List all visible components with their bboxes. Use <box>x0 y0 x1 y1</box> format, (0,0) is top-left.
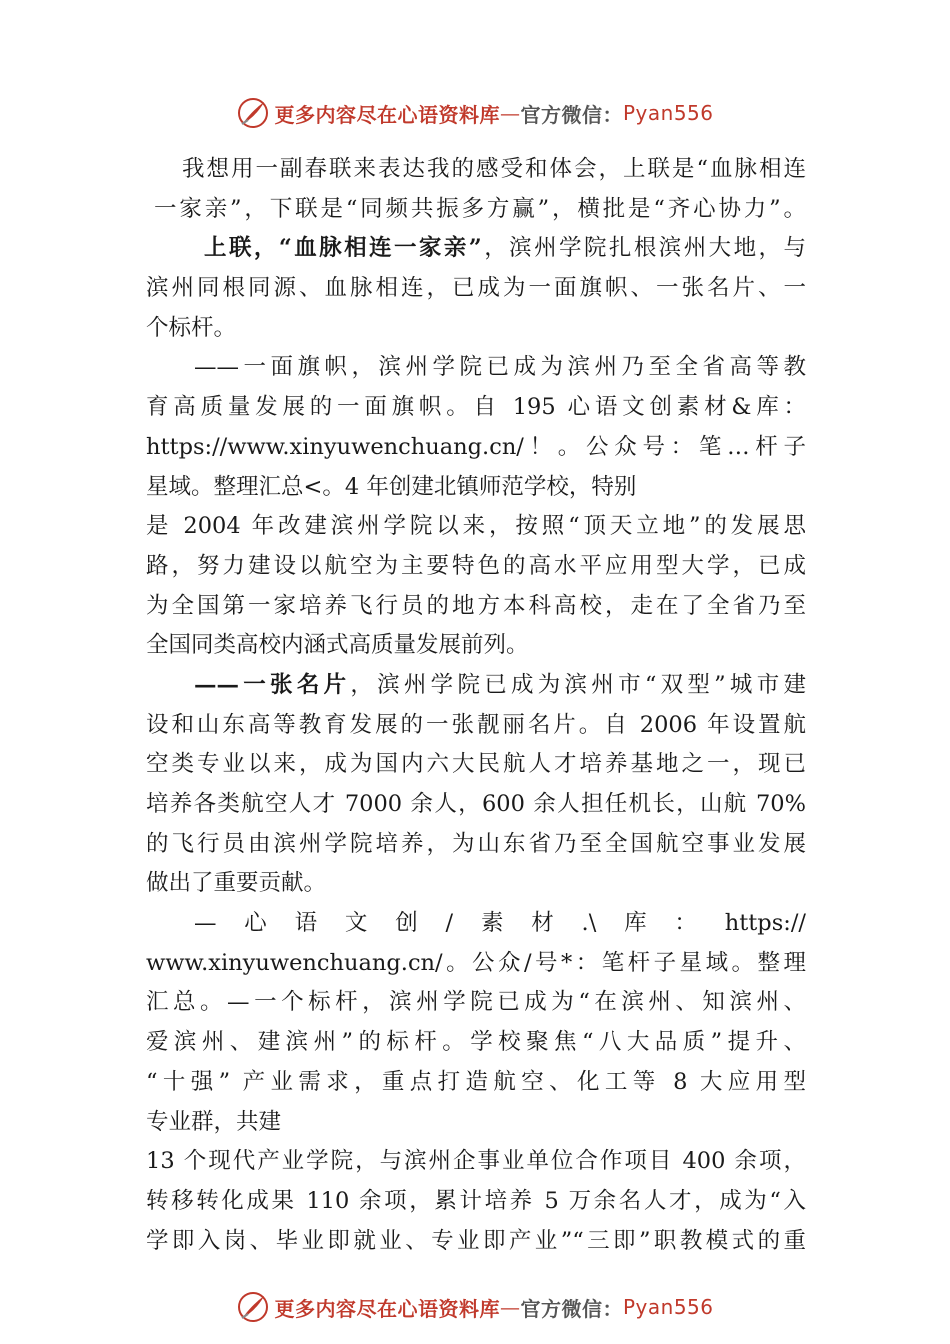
line-text: 我想用一副春联来表达我的感受和体会，上联是“血脉相连 <box>182 156 806 182</box>
line-text: 空类专业以来，成为国内六大民航人才培养基地之一，现已 <box>146 751 806 778</box>
bold-heading: ——一张名片 <box>194 671 351 698</box>
footer-banner <box>0 1290 950 1324</box>
text-line <box>146 983 806 1023</box>
text-line <box>146 785 806 825</box>
text-line <box>146 1142 806 1182</box>
line-text: 路，努力建设以航空为主要特色的高水平应用型大学，已成 <box>146 552 806 579</box>
line-text: —心语文创/素材.\库：https:// <box>194 910 806 937</box>
line-text: 做出了重要贡献。 <box>146 870 327 897</box>
text-line <box>146 904 806 944</box>
line-text: 爱滨州、建滨州”的标杆。学校聚焦“八大品质”提升、 <box>146 1029 806 1056</box>
text-line <box>146 1063 806 1103</box>
line-text: ——一面旗帜，滨州学院已成为滨州乃至全省高等教 <box>194 354 806 381</box>
text-line <box>146 706 806 746</box>
bold-heading: 上联，“血脉相连一家亲” <box>204 235 482 262</box>
banner-title: 更多内容尽在心语资料库 <box>274 1296 500 1321</box>
line-text: 转移转化成果 110 余项，累计培养 5 万余名人才，成为“入 <box>146 1187 806 1214</box>
line-text: 个标杆。 <box>146 314 237 341</box>
text-line <box>146 1023 806 1063</box>
line-text: 设和山东高等教育发展的一张靓丽名片。自 2006 年设置航 <box>146 711 806 738</box>
text-line <box>146 507 806 547</box>
text-line <box>146 229 806 269</box>
banner-dash: — <box>499 101 521 125</box>
line-text: 星域。整理汇总<。4 年创建北镇师范学校，特别 <box>146 473 637 500</box>
text-line <box>146 944 806 984</box>
text-line <box>146 1182 806 1222</box>
line-text: 培养各类航空人才 7000 余人，600 余人担任机长，山航 70% <box>146 791 806 817</box>
line-text: 为全国第一家培养飞行员的地方本科高校，走在了全省乃至 <box>146 592 806 619</box>
document-body <box>146 150 806 1261</box>
line-text: 一家亲”，下联是“同频共振多方赢”，横批是“齐心协力”。 <box>154 195 806 222</box>
text-line <box>146 428 806 468</box>
text-line <box>146 825 806 865</box>
quill-pen-logo-icon <box>236 96 270 130</box>
text-line <box>146 547 806 587</box>
text-line <box>146 348 806 388</box>
line-text: 滨州同根同源、血脉相连，已成为一面旗帜、一张名片、一 <box>146 275 806 302</box>
banner-title: 更多内容尽在心语资料库 <box>274 102 500 127</box>
line-text: 的飞行员由滨州学院培养，为山东省乃至全国航空事业发展 <box>146 830 806 857</box>
line-text: 13 个现代产业学院，与滨州企事业单位合作项目 400 余项， <box>146 1148 806 1175</box>
text-line <box>146 1103 806 1143</box>
banner-wechat-label: 官方微信： <box>520 102 623 127</box>
header-banner <box>0 96 950 130</box>
line-text: ，滨州学院扎根滨州大地，与 <box>481 235 806 262</box>
line-text: 专业群，共建 <box>146 1108 282 1135</box>
line-text: 全国同类高校内涵式高质量发展前列。 <box>146 632 529 659</box>
text-line <box>146 309 806 349</box>
text-line <box>146 190 806 230</box>
line-text: www.xinyuwenchuang.cn/。公众/号*：笔杆子星域。整理 <box>146 949 806 976</box>
banner-wechat-label: 官方微信： <box>520 1296 623 1321</box>
line-text: 汇总。—一个标杆，滨州学院已成为“在滨州、知滨州、 <box>146 989 806 1016</box>
text-line <box>146 269 806 309</box>
text-line <box>146 1222 806 1262</box>
text-line <box>146 626 806 666</box>
line-text: 是 2004 年改建滨州学院以来，按照“顶天立地”的发展思 <box>146 513 806 540</box>
text-line <box>146 666 806 706</box>
text-line <box>146 388 806 428</box>
banner-dash: — <box>499 1295 521 1319</box>
text-line <box>146 150 806 190</box>
text-line <box>146 745 806 785</box>
text-line <box>146 468 806 508</box>
banner-wechat-id: Pyan556 <box>622 101 714 125</box>
line-text: ，滨州学院已成为滨州市“双型”城市建 <box>350 671 806 698</box>
line-text: 学即入岗、毕业即就业、专业即产业”“三即”职教模式的重 <box>146 1227 806 1254</box>
text-line <box>146 864 806 904</box>
line-text: “十强” 产业需求，重点打造航空、化工等 8 大应用型 <box>146 1068 806 1095</box>
line-text: 育高质量发展的一面旗帜。自 195 心语文创素材&库： <box>146 394 806 421</box>
text-line <box>146 587 806 627</box>
banner-wechat-id: Pyan556 <box>622 1295 714 1319</box>
line-text: https://www.xinyuwenchuang.cn/！。公众号：笔…杆子 <box>146 433 806 460</box>
quill-pen-logo-icon <box>236 1290 270 1324</box>
